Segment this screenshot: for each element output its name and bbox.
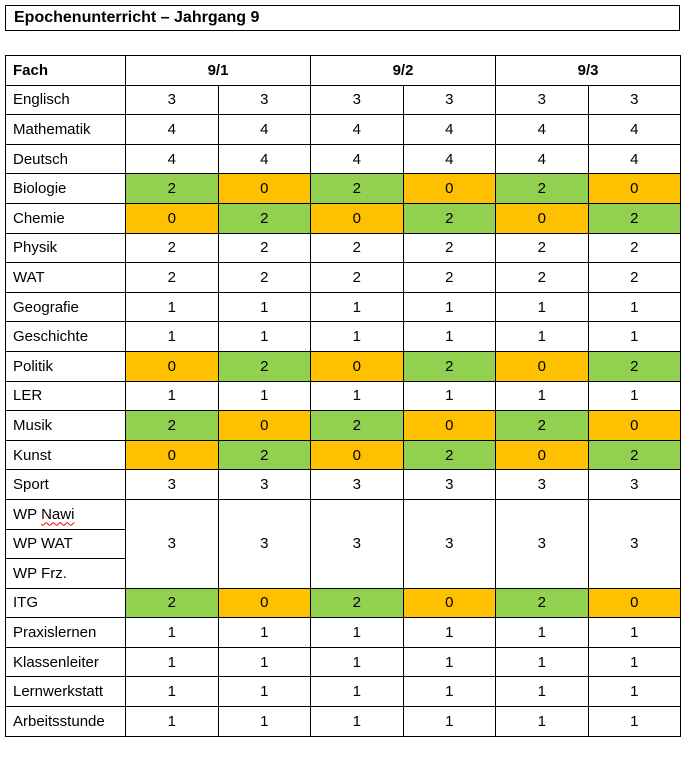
subject-cell: Deutsch — [6, 144, 126, 174]
value-cell: 2 — [311, 263, 404, 293]
subject-cell: WAT — [6, 263, 126, 293]
value-cell: 0 — [218, 174, 311, 204]
value-cell: 1 — [403, 677, 496, 707]
value-cell: 1 — [311, 707, 404, 737]
value-cell: 1 — [588, 322, 681, 352]
value-cell: 0 — [311, 351, 404, 381]
value-cell: 0 — [588, 411, 681, 441]
value-cell: 2 — [403, 440, 496, 470]
value-cell: 1 — [403, 618, 496, 648]
value-cell: 2 — [496, 411, 589, 441]
value-cell: 0 — [496, 351, 589, 381]
value-cell: 3 — [403, 499, 496, 588]
value-cell: 2 — [588, 440, 681, 470]
value-cell: 1 — [218, 677, 311, 707]
value-cell: 2 — [403, 233, 496, 263]
value-cell: 1 — [588, 618, 681, 648]
value-cell: 1 — [403, 322, 496, 352]
value-cell: 4 — [218, 144, 311, 174]
table-row — [6, 174, 681, 204]
value-cell: 2 — [218, 203, 311, 233]
value-cell: 1 — [126, 292, 219, 322]
column-header-class: 9/1 — [126, 56, 311, 86]
subject-cell: Praxislernen — [6, 618, 126, 648]
subject-cell: Geografie — [6, 292, 126, 322]
value-cell: 1 — [588, 381, 681, 411]
subject-cell: Lernwerkstatt — [6, 677, 126, 707]
value-cell: 0 — [126, 351, 219, 381]
table-row — [6, 707, 681, 737]
value-cell: 2 — [588, 203, 681, 233]
subject-cell: Geschichte — [6, 322, 126, 352]
table-row — [6, 203, 681, 233]
value-cell: 2 — [403, 263, 496, 293]
subject-cell: Mathematik — [6, 115, 126, 145]
value-cell: 2 — [588, 351, 681, 381]
column-header-fach: Fach — [6, 56, 126, 86]
value-cell: 1 — [496, 618, 589, 648]
value-cell: 3 — [496, 85, 589, 115]
value-cell: 0 — [496, 440, 589, 470]
value-cell: 1 — [496, 381, 589, 411]
subject-cell: ITG — [6, 588, 126, 618]
value-cell: 1 — [218, 647, 311, 677]
value-cell: 0 — [311, 203, 404, 233]
value-cell: 2 — [311, 411, 404, 441]
value-cell: 1 — [126, 322, 219, 352]
value-cell: 1 — [126, 677, 219, 707]
value-cell: 1 — [496, 292, 589, 322]
schedule-table — [5, 55, 681, 737]
subject-cell: Physik — [6, 233, 126, 263]
subject-cell — [6, 559, 126, 589]
value-cell: 1 — [588, 647, 681, 677]
value-cell: 2 — [311, 588, 404, 618]
value-cell: 1 — [311, 381, 404, 411]
value-cell: 4 — [126, 115, 219, 145]
value-cell: 3 — [588, 85, 681, 115]
subject-label: WP WAT — [13, 535, 73, 553]
value-cell: 2 — [218, 351, 311, 381]
table-row — [6, 292, 681, 322]
value-cell: 1 — [311, 618, 404, 648]
value-cell: 0 — [403, 588, 496, 618]
value-cell: 4 — [218, 115, 311, 145]
value-cell: 2 — [588, 263, 681, 293]
value-cell: 4 — [403, 144, 496, 174]
subject-cell — [6, 499, 126, 529]
value-cell: 1 — [496, 677, 589, 707]
value-cell: 3 — [311, 470, 404, 500]
value-cell: 1 — [496, 647, 589, 677]
subject-cell: Klassenleiter — [6, 647, 126, 677]
value-cell: 1 — [218, 707, 311, 737]
value-cell: 3 — [311, 85, 404, 115]
value-cell: 1 — [126, 647, 219, 677]
value-cell: 1 — [126, 618, 219, 648]
subject-label-part: WP — [13, 505, 42, 523]
value-cell: 3 — [126, 85, 219, 115]
value-cell: 1 — [218, 381, 311, 411]
subject-cell: Sport — [6, 470, 126, 500]
value-cell: 3 — [496, 470, 589, 500]
value-cell: 0 — [126, 440, 219, 470]
value-cell: 0 — [403, 411, 496, 441]
value-cell: 1 — [496, 707, 589, 737]
value-cell: 3 — [496, 499, 589, 588]
table-row — [6, 411, 681, 441]
subject-cell: Arbeitsstunde — [6, 707, 126, 737]
value-cell: 1 — [403, 647, 496, 677]
value-cell: 2 — [218, 440, 311, 470]
value-cell: 1 — [311, 647, 404, 677]
value-cell: 2 — [311, 174, 404, 204]
value-cell: 4 — [588, 144, 681, 174]
value-cell: 2 — [218, 233, 311, 263]
value-cell: 3 — [403, 85, 496, 115]
value-cell: 1 — [311, 322, 404, 352]
value-cell: 2 — [496, 588, 589, 618]
subject-cell: Politik — [6, 351, 126, 381]
table-row — [6, 144, 681, 174]
value-cell: 3 — [588, 470, 681, 500]
value-cell: 1 — [403, 381, 496, 411]
value-cell: 2 — [126, 588, 219, 618]
value-cell: 1 — [588, 292, 681, 322]
column-header-class: 9/3 — [496, 56, 681, 86]
table-row — [6, 499, 681, 529]
table-row — [6, 588, 681, 618]
value-cell: 3 — [403, 470, 496, 500]
header-row — [6, 56, 681, 86]
value-cell: 2 — [496, 233, 589, 263]
table-row — [6, 677, 681, 707]
value-cell: 2 — [403, 351, 496, 381]
value-cell: 1 — [588, 677, 681, 707]
value-cell: 4 — [403, 115, 496, 145]
value-cell: 1 — [588, 707, 681, 737]
value-cell: 2 — [496, 263, 589, 293]
subject-cell: Chemie — [6, 203, 126, 233]
value-cell: 2 — [218, 263, 311, 293]
table-row — [6, 440, 681, 470]
value-cell: 3 — [218, 499, 311, 588]
subject-label: WP Frz. — [13, 564, 67, 582]
table-row — [6, 647, 681, 677]
table-row — [6, 263, 681, 293]
subject-cell: Musik — [6, 411, 126, 441]
table-row — [6, 351, 681, 381]
value-cell: 0 — [218, 411, 311, 441]
value-cell: 4 — [496, 144, 589, 174]
value-cell: 2 — [311, 233, 404, 263]
value-cell: 1 — [311, 292, 404, 322]
table-row — [6, 322, 681, 352]
value-cell: 1 — [126, 381, 219, 411]
value-cell: 4 — [311, 144, 404, 174]
subject-cell: Englisch — [6, 85, 126, 115]
page-title: Epochenunterricht – Jahrgang 9 — [14, 9, 260, 26]
value-cell: 2 — [588, 233, 681, 263]
table-row — [6, 470, 681, 500]
value-cell: 1 — [218, 292, 311, 322]
value-cell: 1 — [218, 618, 311, 648]
table-row — [6, 233, 681, 263]
value-cell: 0 — [218, 588, 311, 618]
value-cell: 3 — [126, 470, 219, 500]
value-cell: 2 — [126, 263, 219, 293]
value-cell: 2 — [126, 233, 219, 263]
value-cell: 4 — [588, 115, 681, 145]
column-header-class: 9/2 — [311, 56, 496, 86]
value-cell: 1 — [126, 707, 219, 737]
value-cell: 4 — [496, 115, 589, 145]
value-cell: 1 — [218, 322, 311, 352]
table-row — [6, 381, 681, 411]
value-cell: 0 — [588, 174, 681, 204]
value-cell: 3 — [218, 470, 311, 500]
spellcheck-underlined-word: Nawi — [41, 505, 75, 523]
value-cell: 0 — [496, 203, 589, 233]
subject-cell: Kunst — [6, 440, 126, 470]
table-row — [6, 85, 681, 115]
value-cell: 3 — [311, 499, 404, 588]
table-row — [6, 618, 681, 648]
value-cell: 2 — [496, 174, 589, 204]
subject-label — [13, 506, 74, 523]
value-cell: 2 — [403, 203, 496, 233]
value-cell: 1 — [403, 707, 496, 737]
subject-cell — [6, 529, 126, 559]
value-cell: 3 — [588, 499, 681, 588]
subject-cell: LER — [6, 381, 126, 411]
value-cell: 0 — [311, 440, 404, 470]
value-cell: 1 — [403, 292, 496, 322]
value-cell: 3 — [218, 85, 311, 115]
table-row — [6, 115, 681, 145]
value-cell: 1 — [496, 322, 589, 352]
value-cell: 0 — [126, 203, 219, 233]
value-cell: 1 — [311, 677, 404, 707]
value-cell: 2 — [126, 174, 219, 204]
value-cell: 4 — [311, 115, 404, 145]
title-box — [5, 5, 680, 31]
value-cell: 4 — [126, 144, 219, 174]
value-cell: 3 — [126, 499, 219, 588]
value-cell: 2 — [126, 411, 219, 441]
value-cell: 0 — [588, 588, 681, 618]
value-cell: 0 — [403, 174, 496, 204]
subject-cell: Biologie — [6, 174, 126, 204]
